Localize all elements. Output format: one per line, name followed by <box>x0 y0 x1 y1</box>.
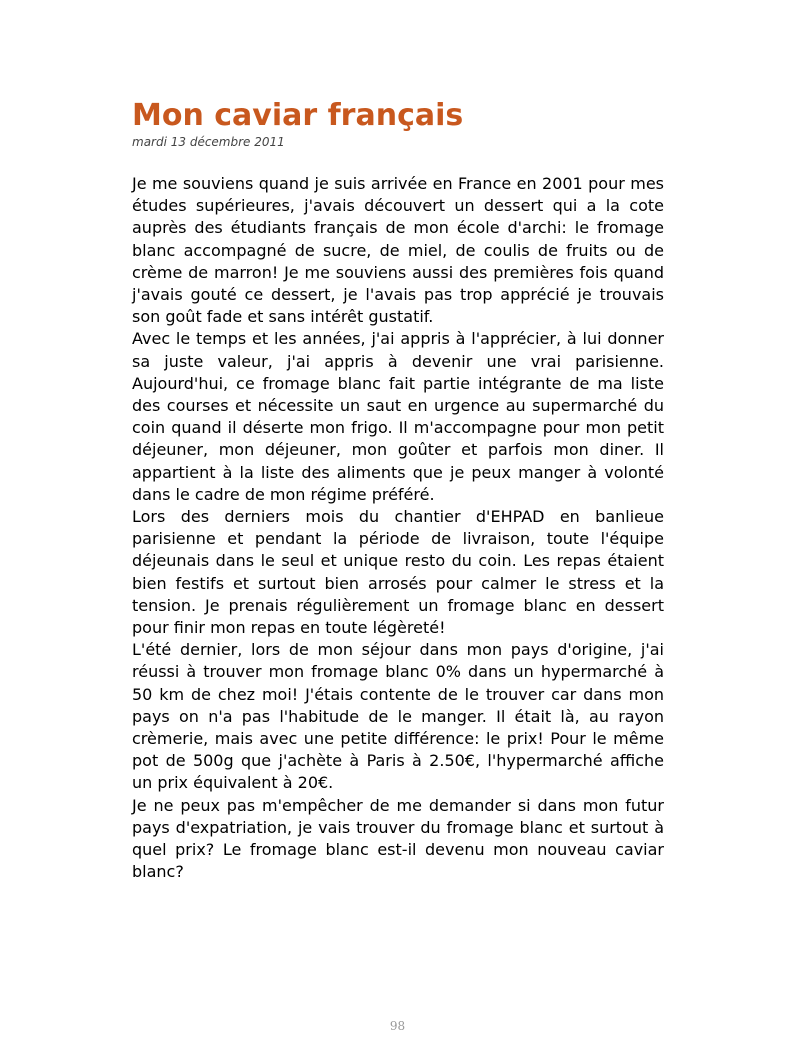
paragraph-3: Lors des derniers mois du chantier d'EHPAD en banlieue parisienne et pendant la période de livraison, toute l'équipe déjeunais dans le seul et unique resto du coin. Les repas étaient bien festifs et surtout bien arrosés pour calmer le stress et la tension. Je prenais régulièrement un fromage blanc en dessert pour finir mon repas en toute légèreté! <box>132 507 664 638</box>
paragraph-1: Je me souviens quand je suis arrivée en France en 2001 pour mes études supérieures, j'avais découvert un dessert qui a la cote auprès des étudiants français de mon école d'archi: le fromage blanc accompagné de sucre, de miel, de coulis de fruits ou de crème de marron! Je me souviens aussi des premières fois quand j'avais gouté ce dessert, je l'avais pas trop apprécié je trouvais son goût fade et sans intérêt gustatif. <box>132 174 664 327</box>
article-title: Mon caviar français <box>132 98 464 133</box>
article-body <box>132 173 664 884</box>
page-number: 98 <box>389 1019 406 1033</box>
paragraph-2: Avec le temps et les années, j'ai appris à l'apprécier, à lui donner sa juste valeur, j'ai appris à devenir une vrai parisienne. Aujourd'hui, ce fromage blanc fait partie intégrante de ma liste des courses et nécessite un saut en urgence au supermarché du coin quand il déserte mon frigo. Il m'accompagne pour mon petit déjeuner, mon déjeuner, mon goûter et parfois mon diner. Il appartient à la liste des aliments que je peux manger à volonté dans le cadre de mon régime préféré. <box>132 329 664 504</box>
article-date: mardi 13 décembre 2011 <box>132 135 285 149</box>
paragraph-4: L'été dernier, lors de mon séjour dans mon pays d'origine, j'ai réussi à trouver mon fromage blanc 0% dans un hypermarché à 50 km de chez moi! J'étais contente de le trouver car dans mon pays on n'a pas l'habitude de le manger. Il était là, au rayon crèmerie, mais avec une petite différence: le prix! Pour le même pot de 500g que j'achète à Paris à 2.50€, l'hypermarché affiche un prix équivalent à 20€. <box>132 640 664 793</box>
paragraph-5: Je ne peux pas m'empêcher de me demander si dans mon futur pays d'expatriation, je vais trouver du fromage blanc et surtout à quel prix? Le fromage blanc est-il devenu mon nouveau caviar blanc? <box>132 795 664 882</box>
